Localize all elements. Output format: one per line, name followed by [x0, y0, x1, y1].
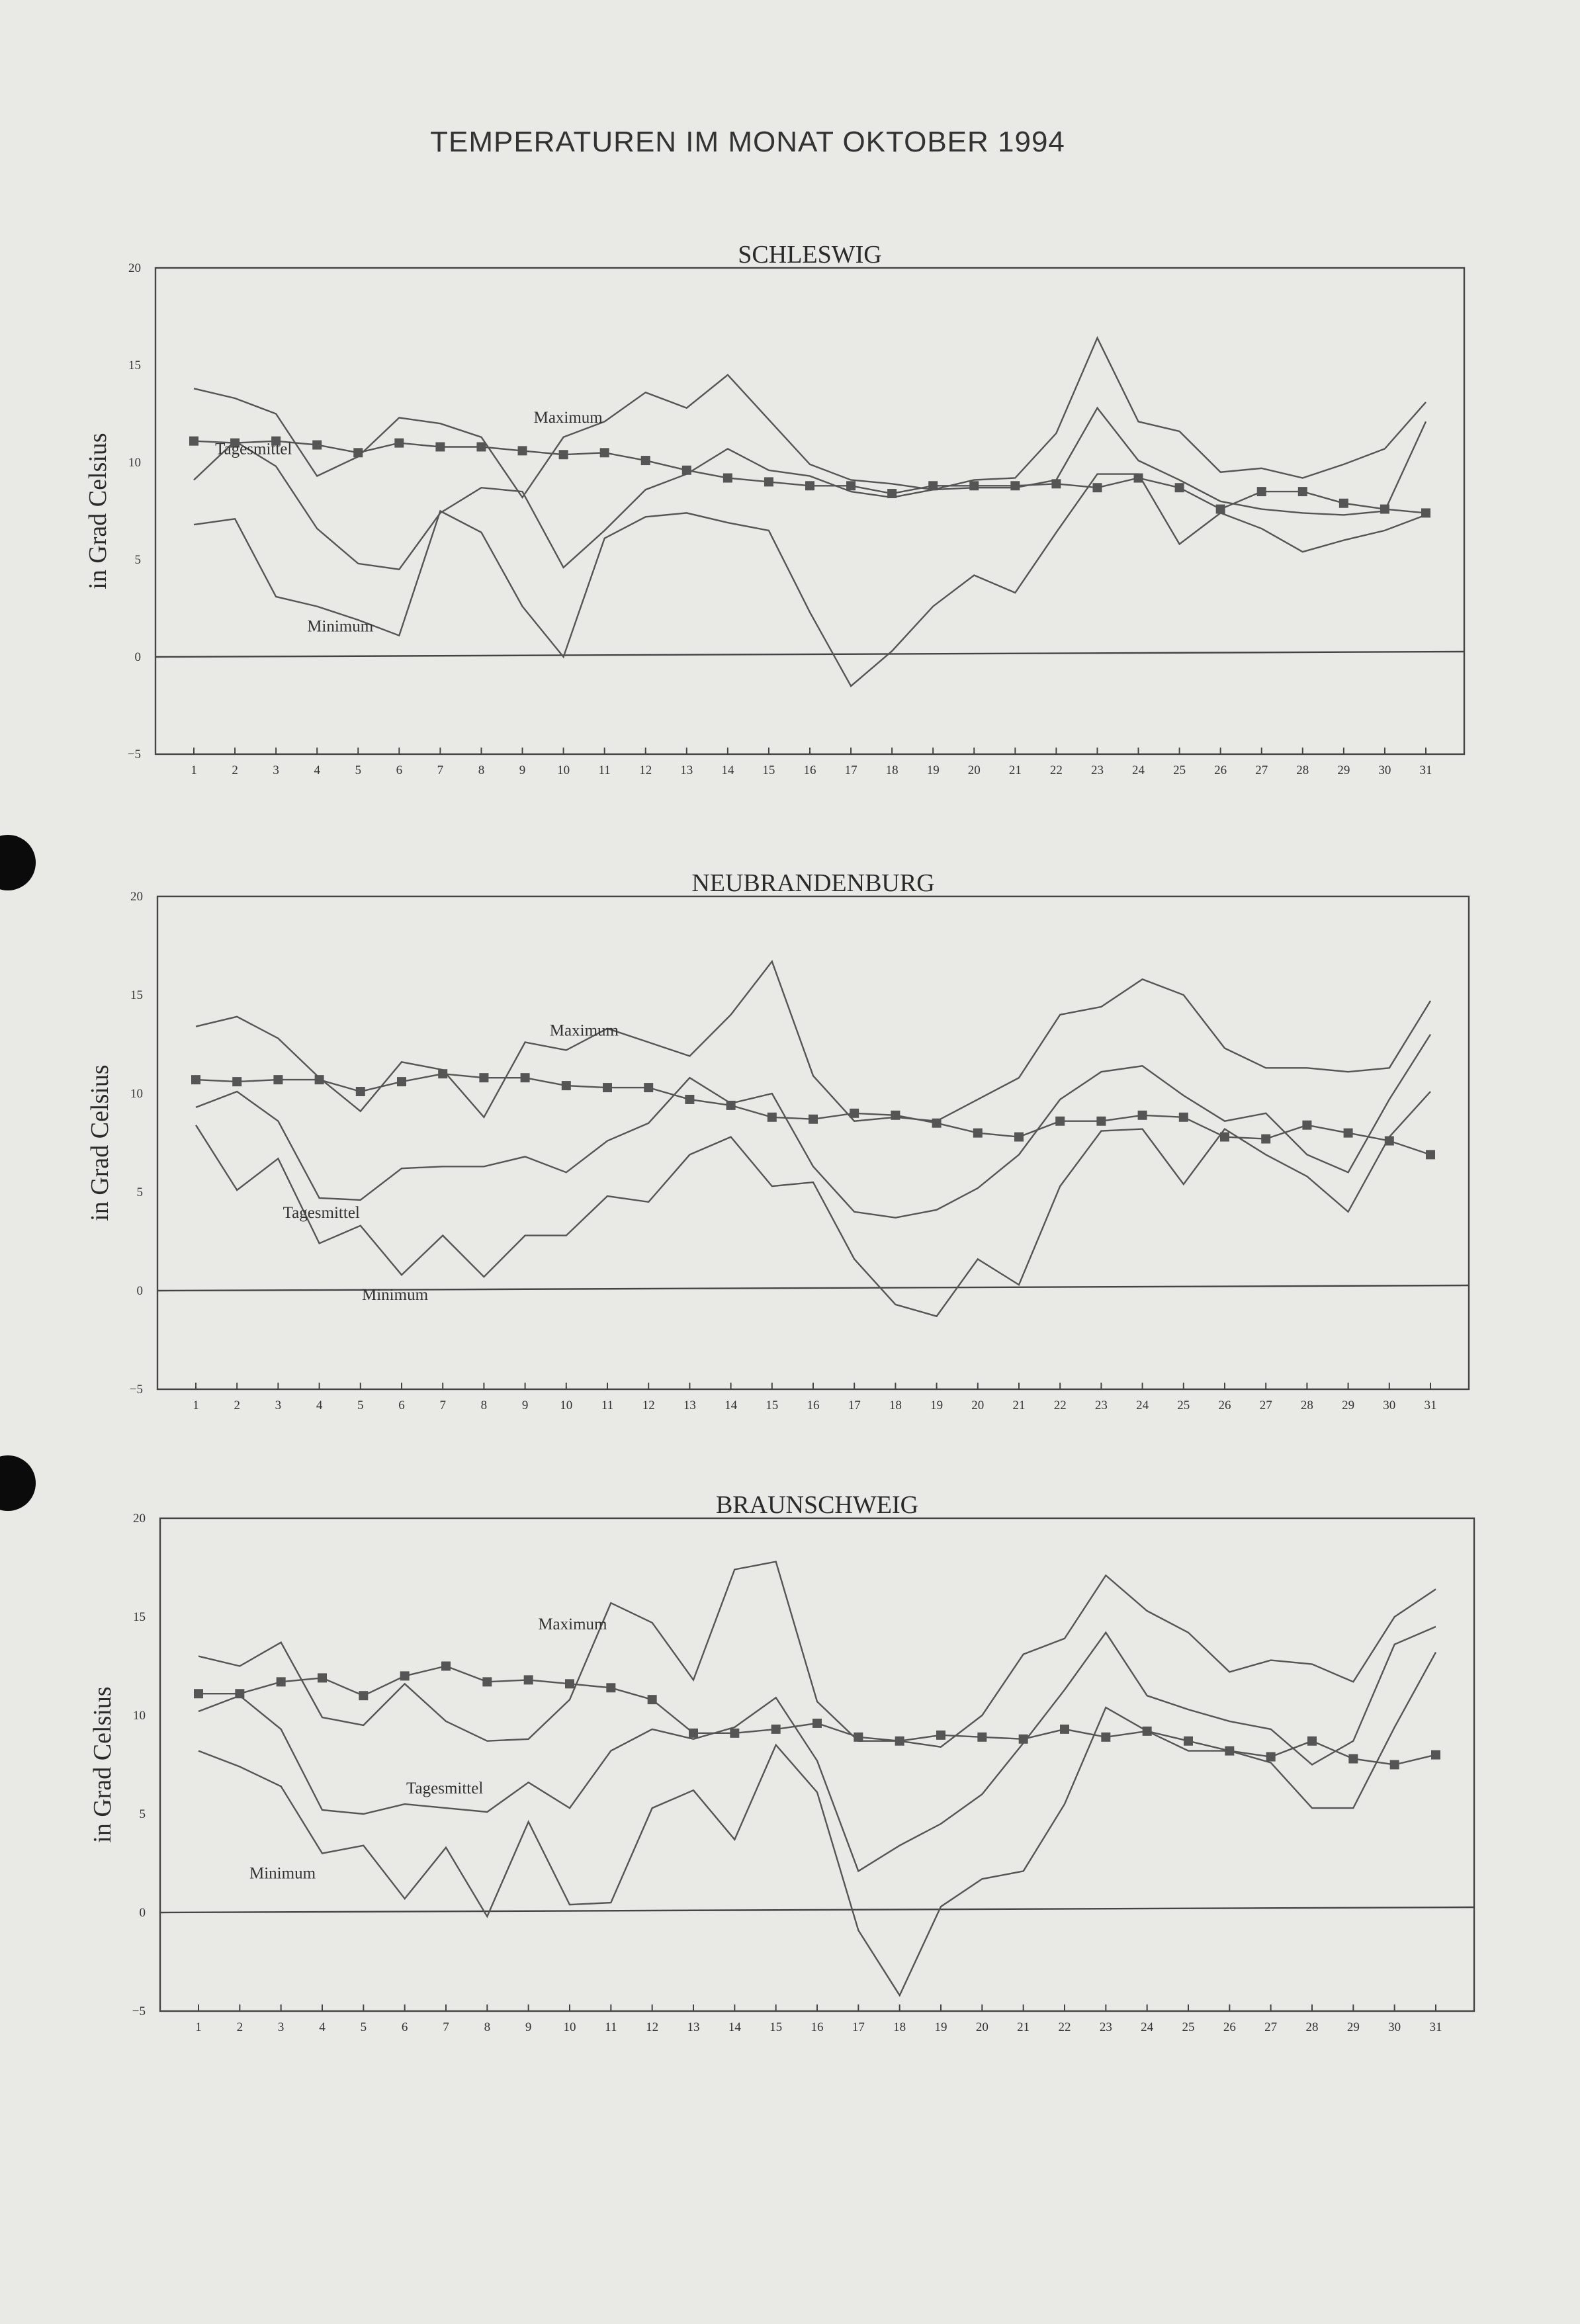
series-durchschnitt-marker	[682, 466, 691, 475]
series-label-minimum: Minimum	[307, 617, 374, 636]
x-tick-label: 15	[769, 2020, 783, 2034]
plot-frame	[157, 896, 1469, 1389]
series-durchschnitt-marker	[1266, 1752, 1276, 1762]
x-tick-label: 26	[1218, 1399, 1231, 1412]
x-tick-label: 22	[1049, 763, 1063, 777]
x-tick-label: 4	[316, 1399, 323, 1412]
x-tick-label: 25	[1173, 763, 1186, 777]
x-tick-label: 3	[273, 763, 279, 777]
series-durchschnitt-marker	[768, 1113, 777, 1122]
x-tick-label: 27	[1255, 763, 1268, 777]
series-maximum-line	[194, 338, 1426, 497]
series-durchschnitt-marker	[1101, 1733, 1110, 1742]
series-durchschnitt-marker	[1179, 1113, 1188, 1122]
x-tick-label: 15	[766, 1399, 779, 1412]
x-tick-label: 14	[721, 763, 734, 777]
x-tick-label: 7	[437, 763, 444, 777]
series-durchschnitt-marker	[518, 446, 527, 455]
chart-title: SCHLESWIG	[738, 241, 882, 269]
x-tick-label: 14	[724, 1399, 738, 1412]
series-durchschnitt-marker	[606, 1683, 615, 1692]
series-durchschnitt-marker	[685, 1095, 694, 1104]
x-tick-label: 26	[1214, 763, 1227, 777]
x-tick-label: 31	[1429, 2020, 1442, 2034]
series-durchschnitt-marker	[1257, 487, 1266, 496]
y-tick-label: 20	[130, 890, 143, 904]
chart-neubrandenburg-svg	[0, 869, 1580, 1412]
series-durchschnitt-marker	[318, 1673, 327, 1682]
series-durchschnitt-marker	[232, 1077, 241, 1086]
x-tick-label: 8	[480, 1399, 488, 1412]
x-tick-label: 3	[277, 2020, 285, 2034]
series-durchschnitt-marker	[273, 1075, 283, 1084]
series-durchschnitt-marker	[1051, 479, 1061, 488]
x-tick-label: 2	[232, 763, 238, 777]
y-axis-title: in Grad Celsius	[84, 433, 112, 589]
x-tick-label: 23	[1094, 1399, 1108, 1412]
series-durchschnitt-marker	[1380, 505, 1389, 514]
y-tick-label: 20	[128, 261, 141, 275]
y-tick-label: 0	[136, 1284, 143, 1298]
series-durchschnitt-marker	[559, 450, 568, 459]
x-tick-label: 18	[889, 1399, 902, 1412]
series-durchschnitt-marker	[726, 1101, 736, 1110]
series-durchschnitt-marker	[1390, 1760, 1399, 1770]
series-durchschnitt-marker	[400, 1671, 410, 1680]
x-tick-label: 2	[234, 1399, 240, 1412]
y-tick-label: −5	[127, 748, 141, 761]
x-tick-label: 21	[1008, 763, 1022, 777]
series-durchschnitt-marker	[1220, 1133, 1229, 1142]
series-durchschnitt-marker	[1431, 1750, 1440, 1760]
x-tick-label: 9	[519, 763, 526, 777]
series-tagesmittel-line	[196, 1035, 1430, 1218]
series-durchschnitt-marker	[191, 1075, 200, 1084]
x-tick-label: 23	[1090, 763, 1104, 777]
x-tick-label: 31	[1424, 1399, 1437, 1412]
series-durchschnitt-marker	[189, 437, 198, 446]
x-tick-label: 28	[1296, 763, 1309, 777]
y-axis-title: in Grad Celsius	[86, 1064, 114, 1221]
series-durchschnitt-marker	[394, 439, 404, 448]
x-tick-label: 9	[525, 2020, 532, 2034]
series-durchschnitt-marker	[895, 1737, 904, 1746]
x-tick-label: 15	[762, 763, 775, 777]
series-label-minimum: Minimum	[249, 1864, 316, 1883]
x-tick-label: 6	[398, 1399, 405, 1412]
chart-braunschweig	[0, 1491, 1580, 2034]
x-tick-label: 21	[1017, 2020, 1030, 2034]
series-durchschnitt-marker	[194, 1689, 203, 1698]
x-tick-label: 16	[807, 1399, 820, 1412]
page-title: TEMPERATUREN IM MONAT OKTOBER 1994	[430, 126, 1065, 158]
series-durchschnitt-marker	[312, 441, 322, 450]
x-tick-label: 5	[360, 2020, 367, 2034]
x-tick-label: 9	[521, 1399, 529, 1412]
series-minimum-line	[196, 1092, 1430, 1316]
series-durchschnitt-marker	[648, 1695, 657, 1704]
chart-braunschweig-svg	[0, 1491, 1580, 2034]
x-tick-label: 10	[557, 763, 570, 777]
y-tick-label: 15	[130, 988, 143, 1002]
chart-schleswig	[0, 238, 1580, 777]
series-durchschnitt-marker	[1302, 1121, 1311, 1130]
series-durchschnitt-marker	[887, 489, 897, 498]
series-durchschnitt-marker	[644, 1083, 653, 1092]
series-label-maximum: Maximum	[538, 1615, 607, 1634]
series-durchschnitt-marker	[235, 1689, 244, 1698]
series-durchschnitt-marker	[1307, 1737, 1317, 1746]
series-durchschnitt-marker	[850, 1109, 859, 1118]
x-tick-label: 3	[275, 1399, 282, 1412]
x-tick-label: 20	[967, 763, 981, 777]
x-tick-label: 8	[478, 763, 485, 777]
x-tick-label: 29	[1346, 2020, 1360, 2034]
series-label-minimum: Minimum	[362, 1286, 429, 1305]
x-tick-label: 29	[1337, 763, 1350, 777]
x-tick-label: 27	[1264, 2020, 1278, 2034]
series-durchschnitt-marker	[1092, 483, 1102, 492]
y-tick-label: 15	[128, 359, 141, 372]
x-tick-label: 24	[1141, 2020, 1154, 2034]
y-tick-label: −5	[132, 2004, 146, 2018]
x-tick-label: 11	[605, 2020, 617, 2034]
x-tick-label: 6	[396, 763, 403, 777]
x-tick-label: 26	[1223, 2020, 1236, 2034]
series-durchschnitt-marker	[1261, 1135, 1270, 1144]
series-durchschnitt-marker	[356, 1087, 365, 1096]
x-tick-label: 10	[560, 1399, 573, 1412]
series-durchschnitt-marker	[524, 1675, 533, 1684]
x-tick-label: 2	[236, 2020, 243, 2034]
series-durchschnitt-marker	[1010, 481, 1020, 490]
x-tick-label: 8	[484, 2020, 491, 2034]
x-tick-label: 30	[1378, 763, 1391, 777]
series-durchschnitt-marker	[441, 1662, 451, 1671]
series-durchschnitt-marker	[932, 1119, 942, 1128]
x-tick-label: 6	[401, 2020, 408, 2034]
series-durchschnitt-marker	[641, 456, 650, 465]
series-durchschnitt-marker	[854, 1733, 863, 1742]
x-tick-label: 4	[319, 2020, 326, 2034]
series-tagesmittel-line	[198, 1627, 1436, 1872]
chart-title: NEUBRANDENBURG	[691, 869, 935, 897]
x-tick-label: 14	[728, 2020, 741, 2034]
series-durchschnitt-marker	[809, 1115, 818, 1124]
chart-neubrandenburg	[0, 869, 1580, 1412]
y-tick-label: 10	[133, 1709, 146, 1723]
x-tick-label: 1	[193, 1399, 199, 1412]
y-tick-label: 15	[133, 1610, 146, 1624]
series-durchschnitt-marker	[565, 1679, 574, 1688]
series-durchschnitt-marker	[723, 474, 732, 483]
series-durchschnitt-marker	[359, 1691, 368, 1700]
x-tick-label: 13	[683, 1399, 696, 1412]
series-label-tagesmittel: Tagesmittel	[283, 1203, 360, 1222]
x-tick-label: 4	[314, 763, 320, 777]
series-durchschnitt-marker	[562, 1081, 571, 1090]
series-durchschnitt-marker	[1019, 1735, 1028, 1744]
zero-line	[157, 1285, 1469, 1291]
x-tick-label: 30	[1388, 2020, 1401, 2034]
series-durchschnitt-marker	[977, 1733, 987, 1742]
series-durchschnitt-marker	[891, 1111, 900, 1120]
series-durchschnitt-marker	[1216, 505, 1225, 514]
series-durchschnitt-marker	[603, 1083, 612, 1092]
x-tick-label: 13	[687, 2020, 700, 2034]
chart-schleswig-svg	[0, 238, 1580, 777]
y-tick-label: 10	[128, 456, 141, 470]
series-durchschnitt-marker	[1385, 1137, 1394, 1146]
plot-frame	[155, 268, 1464, 754]
x-tick-label: 16	[811, 2020, 824, 2034]
x-tick-label: 17	[848, 1399, 861, 1412]
series-durchschnitt-marker	[482, 1677, 492, 1686]
x-tick-label: 31	[1419, 763, 1432, 777]
x-tick-label: 28	[1300, 1399, 1313, 1412]
series-durchschnitt-marker	[812, 1719, 822, 1728]
x-tick-label: 7	[443, 2020, 449, 2034]
series-durchschnitt-marker	[1055, 1117, 1065, 1126]
series-durchschnitt-marker	[1184, 1737, 1193, 1746]
series-durchschnitt-marker	[1138, 1111, 1147, 1120]
x-tick-label: 1	[195, 2020, 202, 2034]
series-durchschnitt-marker	[1298, 487, 1307, 496]
series-durchschnitt-marker	[764, 477, 773, 486]
zero-line	[155, 652, 1464, 657]
x-tick-label: 1	[191, 763, 197, 777]
series-durchschnitt-marker	[438, 1069, 447, 1078]
x-tick-label: 19	[934, 2020, 947, 2034]
y-tick-label: 5	[134, 553, 141, 567]
x-tick-label: 16	[803, 763, 816, 777]
x-tick-label: 20	[971, 1399, 985, 1412]
series-durchschnitt-marker	[1143, 1727, 1152, 1736]
series-durchschnitt-marker	[846, 481, 856, 490]
series-durchschnitt-marker	[315, 1075, 324, 1084]
series-durchschnitt-marker	[1175, 483, 1184, 492]
series-durchschnitt-marker	[397, 1077, 406, 1086]
x-tick-label: 19	[926, 763, 940, 777]
x-tick-label: 20	[975, 2020, 988, 2034]
y-tick-label: 0	[134, 650, 141, 664]
series-durchschnitt-marker	[1339, 499, 1348, 508]
x-tick-label: 30	[1383, 1399, 1396, 1412]
series-durchschnitt-marker	[1426, 1150, 1435, 1159]
series-durchschnitt-marker	[973, 1129, 983, 1138]
series-durchschnitt-marker	[1096, 1117, 1106, 1126]
series-durchschnitt-marker	[277, 1677, 286, 1686]
x-tick-label: 18	[893, 2020, 906, 2034]
x-tick-label: 18	[885, 763, 899, 777]
plot-frame	[160, 1518, 1474, 2011]
series-durchschnitt-marker	[730, 1729, 739, 1738]
series-durchschnitt-marker	[1421, 508, 1430, 517]
series-durchschnitt-marker	[521, 1073, 530, 1082]
x-tick-label: 17	[852, 2020, 865, 2034]
series-durchschnitt-marker	[600, 448, 609, 457]
y-tick-label: 5	[139, 1807, 146, 1821]
x-tick-label: 22	[1053, 1399, 1067, 1412]
y-tick-label: 10	[130, 1087, 143, 1101]
series-label-maximum: Maximum	[533, 408, 603, 427]
series-durchschnitt-marker	[1344, 1129, 1353, 1138]
x-tick-label: 28	[1305, 2020, 1319, 2034]
x-tick-label: 23	[1099, 2020, 1112, 2034]
x-tick-label: 10	[563, 2020, 576, 2034]
y-tick-label: 5	[136, 1185, 143, 1199]
series-durchschnitt-marker	[1060, 1725, 1069, 1734]
x-tick-label: 22	[1058, 2020, 1071, 2034]
series-maximum-line	[196, 961, 1430, 1121]
x-tick-label: 11	[601, 1399, 614, 1412]
x-tick-label: 13	[680, 763, 693, 777]
series-durchschnitt-line	[198, 1666, 1436, 1765]
series-durchschnitt-marker	[936, 1731, 945, 1740]
x-tick-label: 11	[598, 763, 611, 777]
x-tick-label: 25	[1182, 2020, 1195, 2034]
series-durchschnitt-marker	[1225, 1746, 1234, 1756]
series-durchschnitt-marker	[435, 442, 445, 451]
y-tick-label: 20	[133, 1512, 146, 1526]
chart-title: BRAUNSCHWEIG	[715, 1491, 919, 1519]
series-durchschnitt-line	[194, 441, 1426, 513]
series-durchschnitt-marker	[479, 1073, 488, 1082]
x-tick-label: 25	[1177, 1399, 1190, 1412]
y-axis-title: in Grad Celsius	[89, 1686, 116, 1843]
series-durchschnitt-marker	[805, 481, 814, 490]
x-tick-label: 5	[355, 763, 362, 777]
x-tick-label: 29	[1342, 1399, 1355, 1412]
x-tick-label: 24	[1132, 763, 1145, 777]
x-tick-label: 19	[930, 1399, 944, 1412]
y-tick-label: −5	[129, 1383, 143, 1397]
x-tick-label: 27	[1259, 1399, 1272, 1412]
series-durchschnitt-marker	[689, 1729, 698, 1738]
x-tick-label: 24	[1136, 1399, 1149, 1412]
series-durchschnitt-marker	[476, 442, 486, 451]
y-tick-label: 0	[139, 1906, 146, 1920]
series-durchschnitt-marker	[928, 481, 938, 490]
x-tick-label: 5	[357, 1399, 364, 1412]
series-label-maximum: Maximum	[549, 1021, 619, 1040]
x-tick-label: 7	[439, 1399, 446, 1412]
series-durchschnitt-marker	[1348, 1754, 1358, 1764]
series-durchschnitt-marker	[969, 481, 979, 490]
zero-line	[160, 1907, 1474, 1913]
x-tick-label: 12	[639, 763, 652, 777]
x-tick-label: 12	[642, 1399, 655, 1412]
series-label-tagesmittel: Tagesmittel	[406, 1780, 484, 1798]
series-durchschnitt-marker	[1134, 474, 1143, 483]
x-tick-label: 12	[646, 2020, 659, 2034]
x-tick-label: 21	[1012, 1399, 1026, 1412]
series-durchschnitt-marker	[771, 1725, 781, 1734]
x-tick-label: 17	[844, 763, 857, 777]
series-durchschnitt-marker	[1014, 1133, 1024, 1142]
series-durchschnitt-marker	[353, 448, 363, 457]
series-label-tagesmittel: Tagesmittel	[215, 440, 292, 458]
